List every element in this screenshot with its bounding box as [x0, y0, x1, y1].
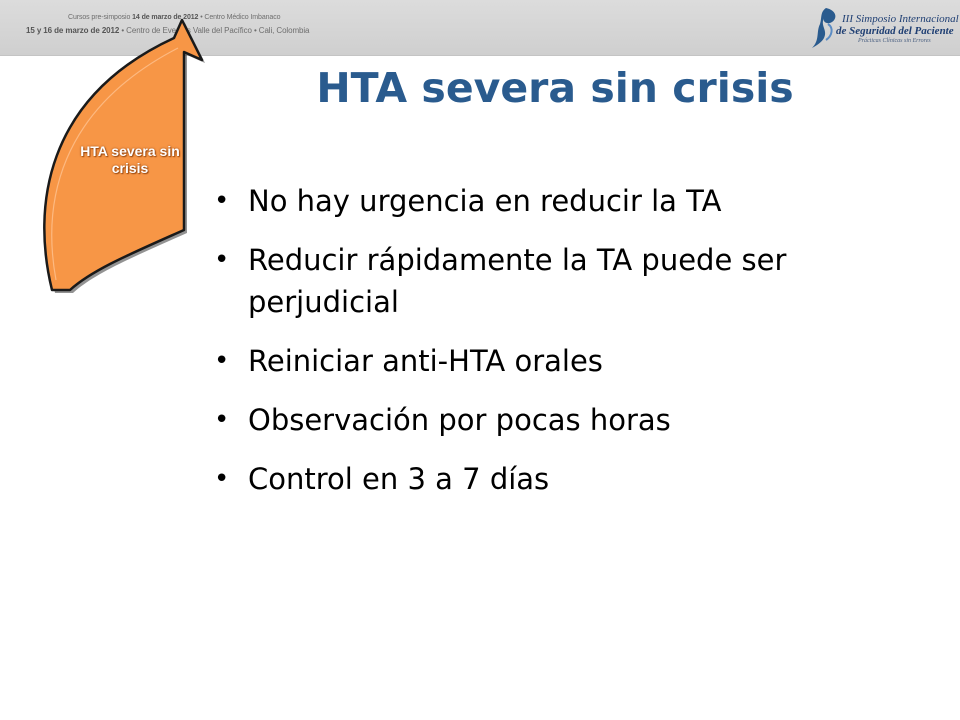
header-line-2-suffix: • Centro de Eventos Valle del Pacífico • Cali, Colombia — [119, 26, 310, 35]
logo-line-2: de Seguridad del Paciente — [836, 25, 954, 37]
logo-line-1: III Simposio Internacional — [842, 13, 959, 25]
bullet-item: • Control en 3 a 7 días — [212, 458, 912, 500]
header-line-1-prefix: Cursos pre-simposio — [68, 14, 133, 21]
bullet-item: • No hay urgencia en reducir la TA — [212, 180, 912, 222]
header-line-2-date: 15 y 16 de marzo de 2012 — [26, 26, 120, 35]
header-line-1-date: 14 de marzo de 2012 — [132, 14, 199, 21]
header-line-1-suffix: • Centro Médico Imbanaco — [198, 14, 281, 21]
bullet-list — [212, 180, 912, 517]
slide-title: HTA severa sin crisis — [316, 64, 794, 112]
diagram-label: HTA severa sin crisis — [80, 143, 180, 176]
bullet-item: • Reducir rápidamente la TA puede ser perjudicial — [212, 239, 898, 323]
bullet-item: • Observación por pocas horas — [212, 399, 912, 441]
symposium-logo — [806, 4, 959, 52]
logo-line-3: Prácticas Clínicas sin Errores — [858, 38, 931, 44]
bullet-item: • Reiniciar anti-HTA orales — [212, 340, 912, 382]
